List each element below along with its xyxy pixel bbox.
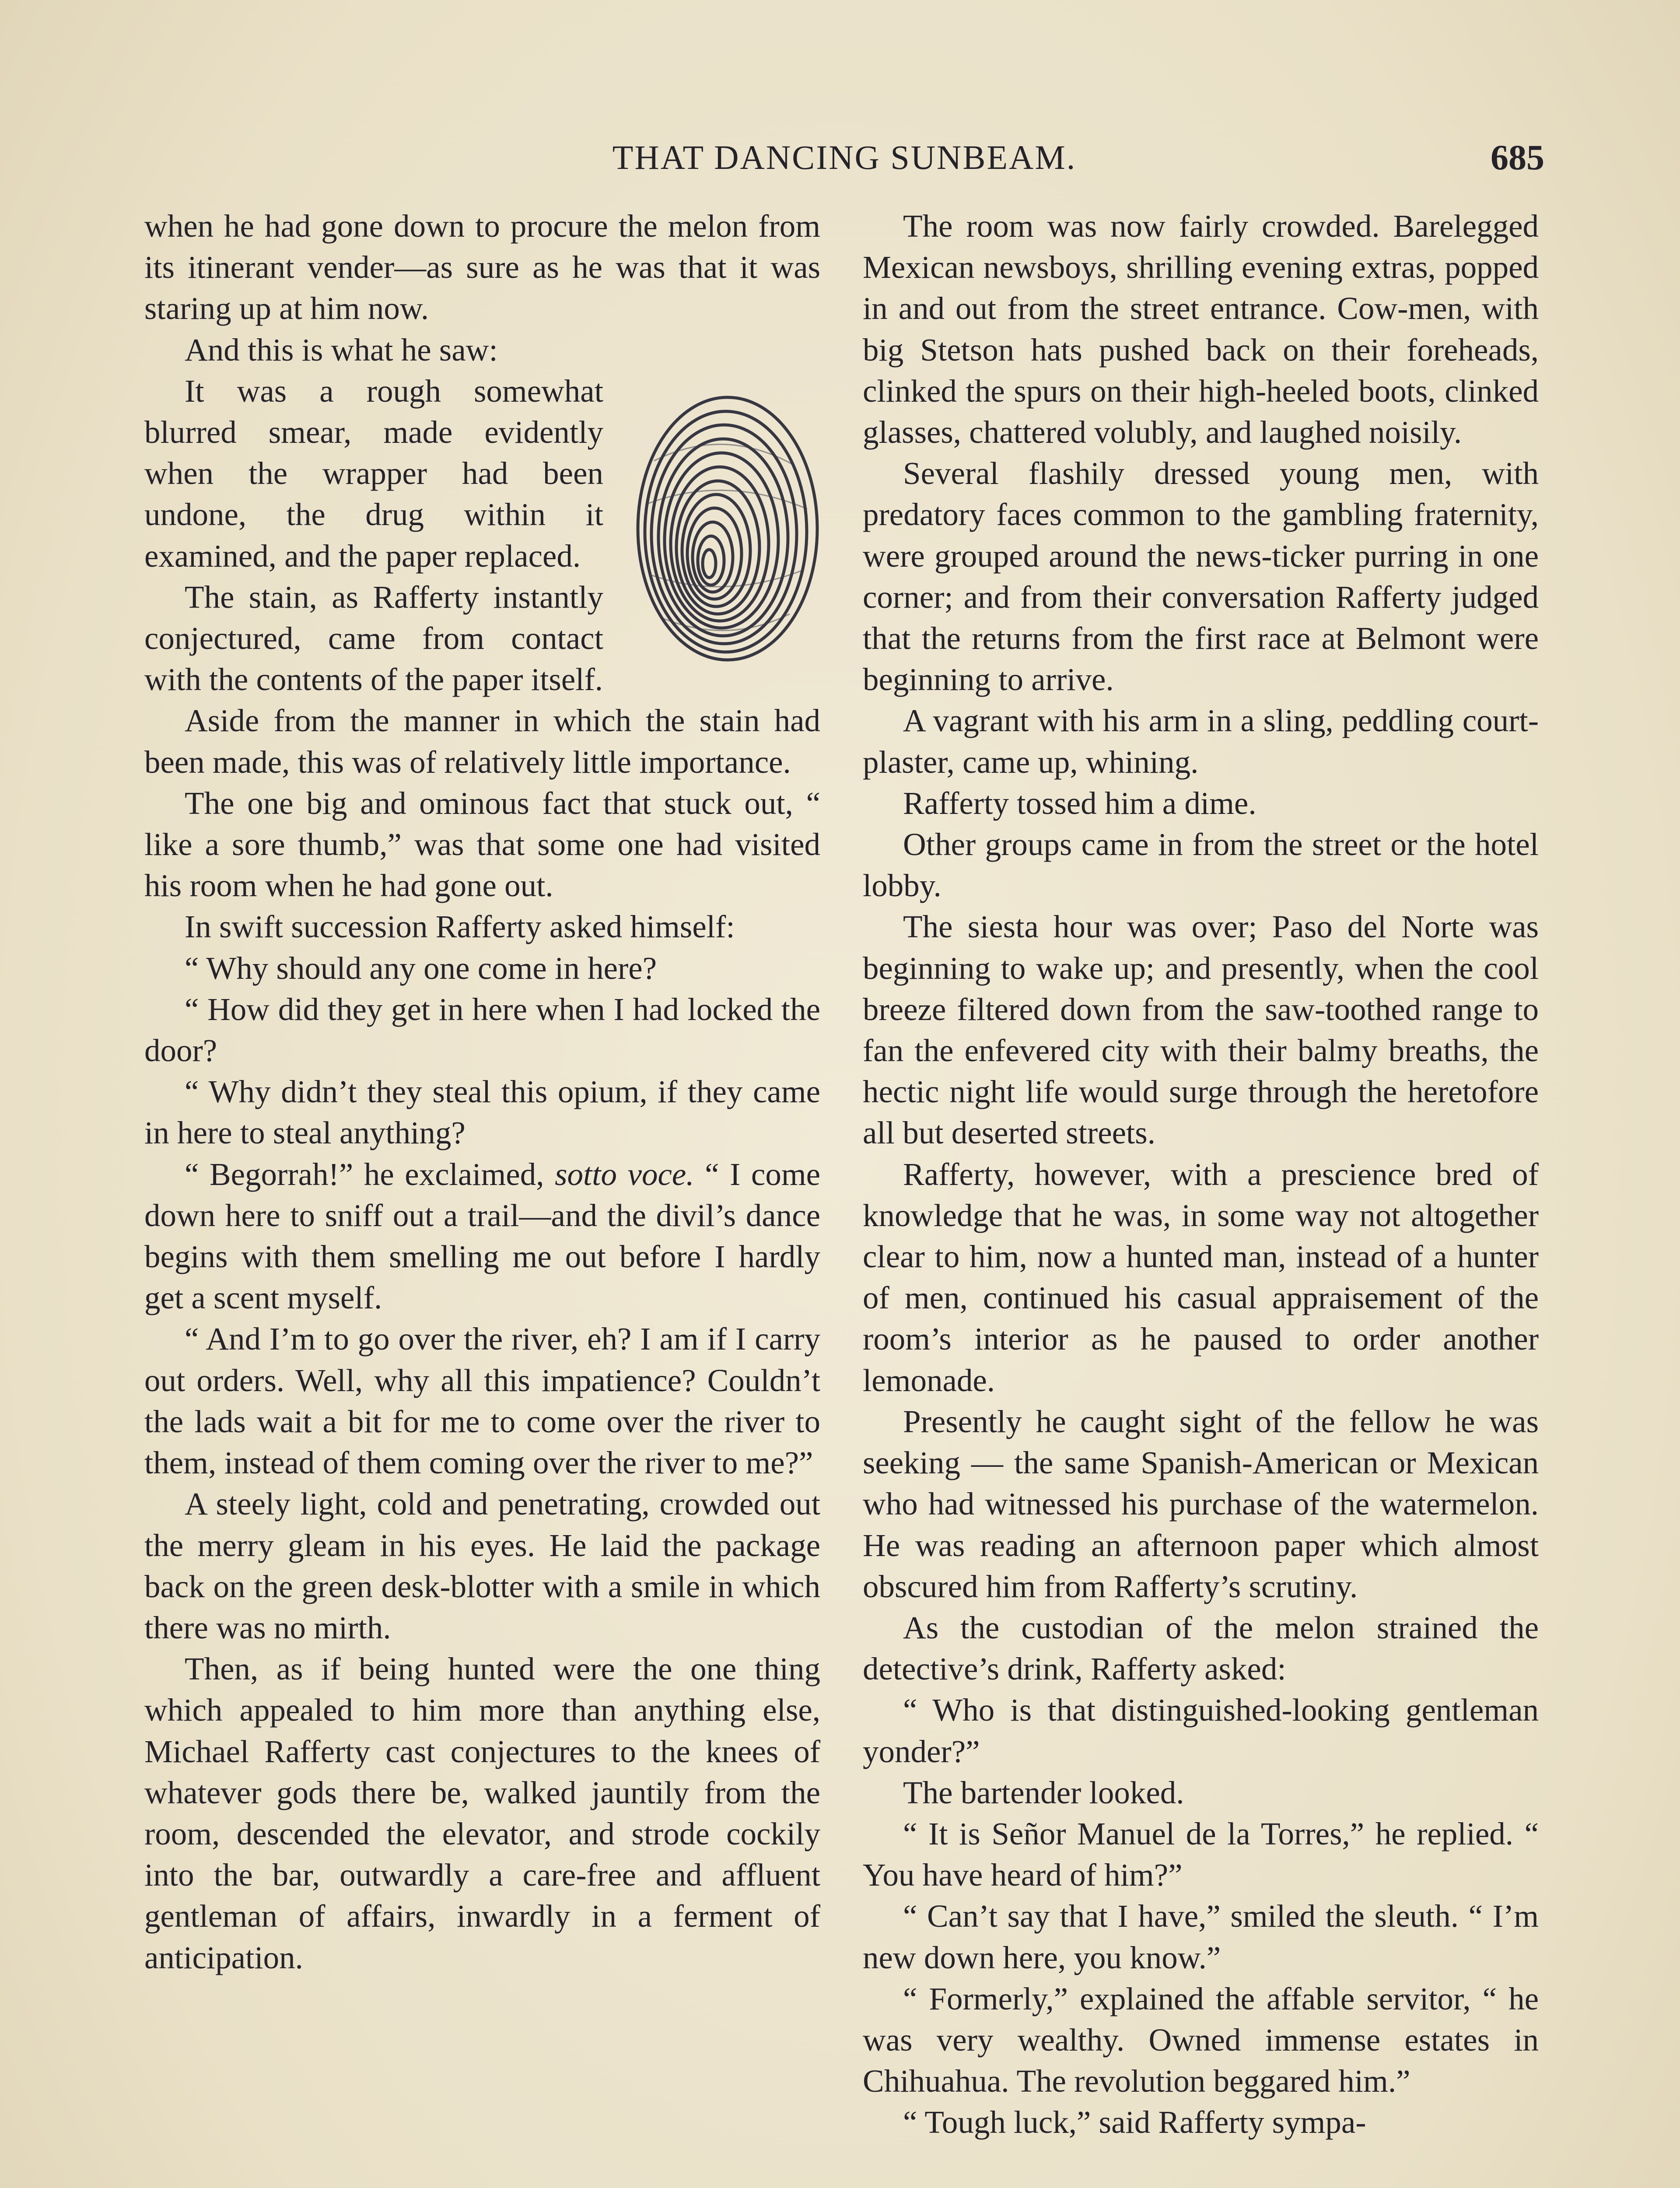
right-column — [863, 206, 1539, 2143]
paragraph: “ Why should any one come in here? — [185, 950, 657, 986]
fingerprint-illustration — [628, 373, 820, 671]
paragraph: Rafferty, however, with a prescience bred of knowledge that he was, in some way not altogether clear to him, now a hunted man, instead of a hunter of men, continued his casual appraisement of the room’s interior as he paused to order another lemonade. — [863, 1156, 1539, 1398]
paragraph: A steely light, cold and penetrating, crowded out the merry gleam in his eyes. He laid the package back on the green desk-blotter with a smile in which there was no mirth. — [144, 1486, 820, 1645]
italic-phrase: sotto voce. — [555, 1156, 694, 1192]
page-number: 685 — [1491, 137, 1544, 177]
paragraph: In swift succession Rafferty asked himself: — [185, 909, 735, 945]
paragraph: Rafferty tossed him a dime. — [903, 785, 1256, 821]
paragraph: The siesta hour was over; Paso del Norte was beginning to wake up; and presently, when the cool breeze filtered down from the saw-toothed range to fan the enfevered city with their balmy breaths, the hectic night life would surge through the heretofore all but deserted streets. — [863, 909, 1539, 1151]
paragraph: Presently he caught sight of the fellow he was seeking — the same Spanish-American or Mexican who had witnessed his purchase of the watermelon. He was reading an afternoon paper which almost obscured him from Rafferty’s scrutiny. — [863, 1403, 1539, 1604]
paragraph: The bartender looked. — [903, 1774, 1184, 1810]
dialogue-text: “ I come down here to sniff out a trail—and the divil’s dance begins with them smelling me out before I hardly get a scent myself. — [144, 1156, 821, 1316]
paragraph: The room was now fairly crowded. Barelegged Mexican newsboys, shrilling evening extras, popped in and out from the street entrance. Cow-men, with big Stetson hats pushed back on their foreheads, clinked the spurs on their high-heeled boots, clinked glasses, chattered volubly, and laughed noisily. — [863, 208, 1539, 450]
paragraph: “ Who is that distinguished-looking gentleman yonder?” — [863, 1692, 1539, 1769]
paragraph: As the custodian of the melon strained the detective’s drink, Rafferty asked: — [863, 1609, 1539, 1687]
paragraph: “ Can’t say that I have,” smiled the sleuth. “ I’m new down here, you know.” — [863, 1898, 1539, 1975]
dialogue-text: “ Begorrah!” he exclaimed, — [185, 1156, 544, 1192]
paragraph: And this is what he saw: — [185, 332, 498, 368]
paragraph: “ It is Señor Manuel de la Torres,” he replied. “ You have heard of him?” — [863, 1816, 1539, 1893]
paragraph: when he had gone down to procure the melon from its itinerant vender—as sure as he was that it was staring up at him now. — [144, 208, 820, 326]
left-column — [144, 206, 820, 1978]
paragraph: Then, as if being hunted were the one thing which appealed to him more than anything else, Michael Rafferty cast conjectures to the knees of whatever gods there be, walked jauntily from the room, descended the elevator, and strode cockily into the bar, outwardly a care-free and affluent gentleman of affairs, inwardly in a ferment of anticipation. — [144, 1651, 820, 1975]
paragraph: The one big and ominous fact that stuck out, “ like a sore thumb,” was that some one had visited his room when he had gone out. — [144, 785, 820, 904]
paragraph: The stain, as Rafferty instantly conjectured, came from contact with the contents of the paper itself. — [144, 579, 603, 698]
paragraph: “ Tough luck,” said Rafferty sympa- — [903, 2104, 1366, 2140]
paragraph: A vagrant with his arm in a sling, peddling court-plaster, came up, whining. — [863, 703, 1539, 780]
paragraph: Other groups came in from the street or the hotel lobby. — [863, 827, 1539, 904]
paragraph: “ Why didn’t they steal this opium, if they came in here to steal anything? — [144, 1074, 820, 1151]
paragraph: Several flashily dressed young men, with predatory faces common to the gambling fraternity, were grouped around the news-ticker purring in one corner; and from their conversation Rafferty judged that the returns from the first race at Belmont were beginning to arrive. — [863, 456, 1539, 698]
paragraph: “ Formerly,” explained the affable servitor, “ he was very wealthy. Owned immense estates in Chihuahua. The revolution beggared him.” — [863, 1981, 1539, 2099]
paragraph: “ And I’m to go over the river, eh? I am if I carry out orders. Well, why all this impatience? Couldn’t the lads wait a bit for me to come over the river to them, instead of them coming over the river to me?” — [144, 1321, 820, 1481]
paragraph: It was a rough somewhat blurred smear, made evidently when the wrapper had been undone, the drug within it examined, and the paper replaced. — [144, 373, 603, 574]
running-title: THAT DANCING SUNBEAM. — [612, 138, 1077, 176]
paragraph: Aside from the manner in which the stain had been made, this was of relatively little importance. — [144, 703, 820, 780]
page-header — [144, 133, 1544, 182]
paragraph: “ How did they get in here when I had locked the door? — [144, 991, 820, 1069]
paragraph — [144, 1154, 820, 1319]
